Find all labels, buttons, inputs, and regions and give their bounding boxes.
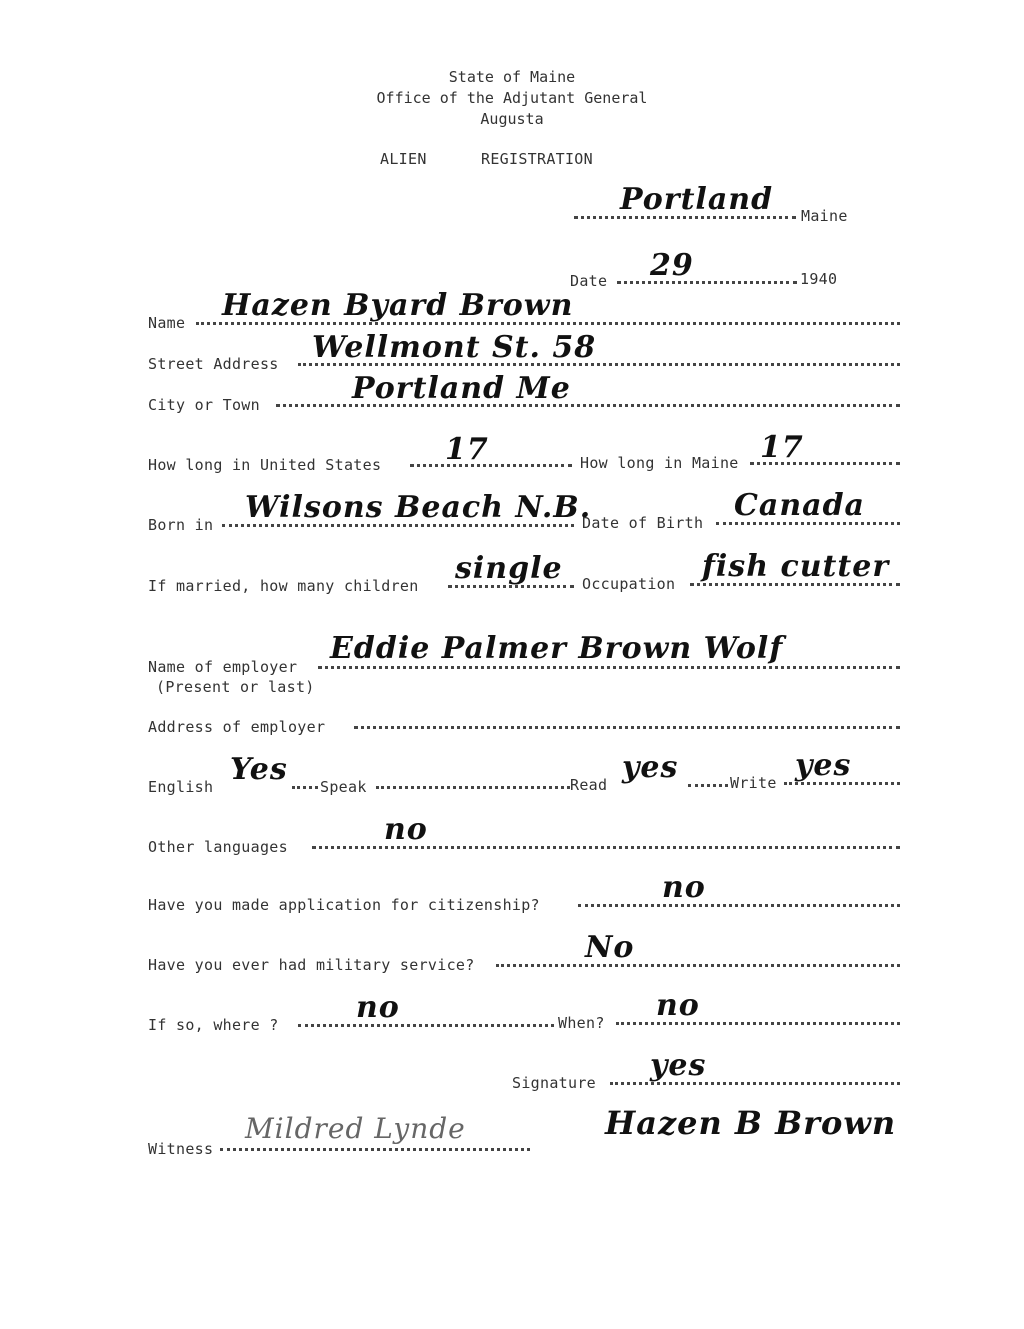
header-office: Office of the Adjutant General (376, 89, 648, 107)
us-years-dots (410, 464, 572, 467)
other-languages-label: Other languages (148, 838, 288, 856)
when-value: no (656, 988, 700, 1023)
children-label: If married, how many children (148, 577, 419, 595)
employer-value: Eddie Palmer Brown Wolf (330, 631, 784, 666)
other-languages-value: no (384, 812, 428, 847)
date-value: 29 (650, 248, 694, 283)
speak-label: Speak (320, 778, 367, 796)
maine-years-value: 17 (760, 430, 804, 465)
witness-label: Witness (148, 1140, 214, 1158)
employer-address-label: Address of employer (148, 718, 326, 736)
military-dots (496, 964, 900, 967)
where-value: no (356, 990, 400, 1025)
city-label: City or Town (148, 396, 260, 414)
date-year: 1940 (800, 270, 838, 288)
citizenship-dots (578, 904, 900, 907)
employer-address-dots (354, 726, 900, 729)
place-value: Portland (620, 182, 774, 217)
date-dots (617, 281, 797, 284)
read-value: yes (622, 750, 679, 785)
employer-label: Name of employer (148, 658, 298, 676)
occupation-value: fish cutter (702, 549, 890, 584)
signature-value: yes (650, 1048, 707, 1083)
english-value: Yes (230, 752, 288, 787)
military-label: Have you ever had military service? (148, 956, 475, 974)
employer-sublabel: (Present or last) (156, 678, 315, 696)
military-value: No (585, 930, 635, 965)
read-dots (688, 784, 728, 787)
born-in-value: Wilsons Beach N.B. (245, 490, 592, 525)
born-in-label: Born in (148, 516, 214, 534)
english-label: English (148, 778, 214, 796)
citizenship-value: no (662, 870, 706, 905)
dob-value: Canada (734, 488, 865, 523)
place-suffix: Maine (801, 207, 848, 225)
where-label: If so, where ? (148, 1016, 279, 1034)
maine-years-label: How long in Maine (580, 454, 739, 472)
date-label: Date (570, 272, 608, 290)
street-label: Street Address (148, 355, 279, 373)
when-label: When? (558, 1014, 605, 1032)
us-years-value: 17 (445, 432, 489, 467)
write-value: yes (795, 748, 852, 783)
city-value: Portland Me (352, 371, 571, 406)
header-state: State of Maine (448, 68, 576, 86)
witness-value: Mildred Lynde (245, 1112, 466, 1145)
form-title-alien: ALIEN (380, 150, 427, 168)
speak-dots (376, 786, 570, 789)
street-value: Wellmont St. 58 (312, 330, 597, 365)
signature-label: Signature (512, 1074, 596, 1092)
handwritten-signature: Hazen B Brown (605, 1104, 897, 1142)
children-value: single (455, 551, 563, 586)
us-years-label: How long in United States (148, 456, 382, 474)
header-city: Augusta (480, 110, 544, 128)
write-label: Write (730, 774, 777, 792)
english-dots (292, 786, 318, 789)
read-label: Read (570, 776, 608, 794)
where-dots (298, 1024, 554, 1027)
name-value: Hazen Byard Brown (222, 288, 574, 323)
occupation-label: Occupation (582, 575, 676, 593)
employer-dots (318, 666, 900, 669)
witness-dots (220, 1148, 530, 1151)
dob-label: Date of Birth (582, 514, 704, 532)
name-label: Name (148, 314, 186, 332)
form-title-registration: REGISTRATION (481, 150, 593, 168)
citizenship-label: Have you made application for citizenship? (148, 896, 540, 914)
